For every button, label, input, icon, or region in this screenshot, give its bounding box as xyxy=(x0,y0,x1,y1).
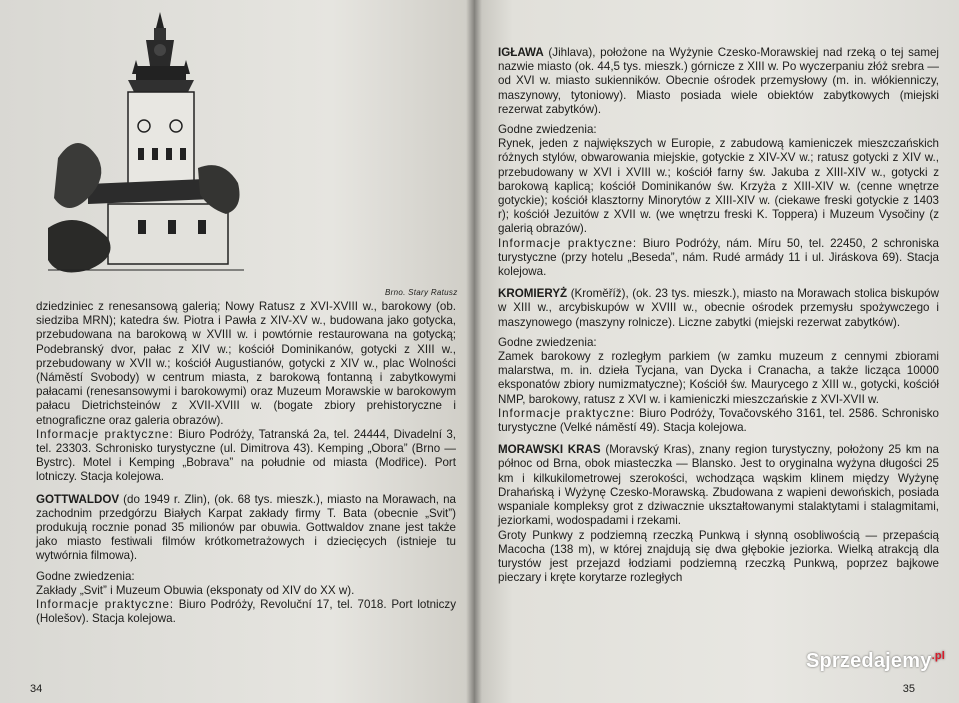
kromeriz-info-label: Informacje praktyczne: xyxy=(498,406,636,420)
gottwaldov-info-text: Biuro Podróży, Revoluční 17, tel. 7018. Port lotniczy (Holešov). Stacja kolejowa. xyxy=(36,598,456,626)
kromeriz-name: KROMIERYŻ xyxy=(498,287,568,301)
left-page-text xyxy=(36,300,456,626)
book-gutter-shadow xyxy=(466,0,482,703)
brno-info-label: Informacje praktyczne: xyxy=(36,427,174,441)
jihlava-sights: Rynek, jeden z największych w Europie, z zabudową kamieniczek mieszczańskich różnych stylów, obwarowania miejskie, gotyckie z XIV-XV w.; ratusz gotycki z XIV w., przebudowany w XVI i XVIII w.; kościół farny św. Jakuba z XIII-XIV w., gotycki z barokową kaplicą; kościół Dominikanów św. Krzyża z XIII-XIV w. (cenne wnętrze gotyckie); kościół klasztorny Minorytów z XIII-XIV w. (ciekawe freski gotyckie z 1403 r); kościół Jezuitów z XVII w. (we wnętrzu freski K. Toppera) i Muzeum Vysočiny (z galerią obrazów). xyxy=(498,137,939,236)
jihlava-text: (Jihlava), położone na Wyżynie Czesko-Morawskiej nad rzeką o tej samej nazwie miasto (ok. 44,5 tys. mieszk.) górnicze z XIII w. Po wyczerpaniu złóż srebra — od XVI w. miasto sukienników. Obecnie ośrodek przemysłowy (m. in. włókienniczy, maszynowy, tytoniowy). Miasto posiada wiele obiektów zabytkowych (miejski rezerwat zabytków). xyxy=(498,46,939,116)
kromeriz-sights: Zamek barokowy z rozległym parkiem (w zamku muzeum z cennymi zbiorami malarstwa, m. in. dzieła Tycjana, van Dycka i Cranacha, a także licząca 10000 eksponatów zbiory numizmatyczne); Kościół św. Maurycego z XIII w., gotycki, kościół NMP, barokowy, ratusz z XVI w. i kamieniczki mieszczańskie z XVI-XVII w. xyxy=(498,350,939,406)
brno-paragraph: dziedziniec z renesansową galerią; Nowy Ratusz z XVI-XVIII w., barokowy (ob. siedziba MRN); katedra św. Piotra i Pawła z XIV-XV w., budowana jako gotycka, przebudowana na barokową w XVIII w. i powtórnie restaurowana na gotycką; Podebranský dvor, pałac z XIV w.; kościół Dominikanów, gotycki z XIII w., przebudowany w XVII w.; kościół Augustianów, gotycki z XIV w., plac Wolności (Náměstí Svobody) w centrum miasta, z barokową fontanną i zabytkowymi pałacami (renesansowymi i barokowymi) oraz Muzeum Morawskie w barokowym pałacu Dietrichsteinów z XVII-XVIII w. (bogate zbiory prehistoryczne i etnograficzne oraz galeria obrazów). xyxy=(36,300,456,427)
gottwaldov-name: GOTTWALDOV xyxy=(36,492,120,506)
jihlava-paragraph xyxy=(498,46,939,117)
kromeriz-info-text: Biuro Podróży, Tovačovského 3161, tel. 2586. Schronisko turystyczne (Velké náměstí 49). Stacja kolejowa. xyxy=(498,406,940,435)
brno-info xyxy=(36,428,456,485)
brno-info-text: Biuro Podróży, Tatranská 2a, tel. 24444, Divadelní 3, tel. 23303. Schronisko turystyczne (ul. Dimitrova 43). Kemping „Obora” (Brno — Bystrc). Motel i Kemping „Bobrava” na południe od miasta (Modřice). Port lotniczy. Stacja kolejowa. xyxy=(36,427,456,484)
page-number-left: 34 xyxy=(30,683,43,695)
jihlava-heading: Godne zwiedzenia: xyxy=(498,123,597,137)
gottwaldov-sights: Zakłady „Svit” i Muzeum Obuwia (eksponaty od XIV do XX w). xyxy=(36,583,355,597)
right-page-text xyxy=(498,46,939,585)
gottwaldov-heading: Godne zwiedzenia: xyxy=(36,569,135,583)
left-page xyxy=(0,0,474,703)
kromeriz-paragraph xyxy=(498,287,939,330)
jihlava-name: IGŁAWA xyxy=(498,46,544,59)
watermark-text: Sprzedajemy xyxy=(805,650,932,672)
right-page xyxy=(474,0,959,703)
kromeriz-info xyxy=(498,407,939,435)
sprzedajemy-watermark xyxy=(806,650,945,673)
town-hall-illustration xyxy=(48,8,248,278)
kromeriz-heading: Godne zwiedzenia: xyxy=(498,335,597,349)
kromeriz-text: (Kroměříž), (ok. 23 tys. mieszk.), miasto na Morawach stolica biskupów w XIII w., arcybiskupów w XVIII w., obecnie ośrodek przemysłu spożywczego i maszynowego (maszyny rolnicze). Liczne zabytki (miejski rezerwat zabytków). xyxy=(498,287,939,329)
kras-paragraph-2: Groty Punkwy z podziemną rzeczką Punkwą i słynną osobliwością — przepaścią Macocha (138 m), w której znajdują się dwa głębokie jeziorka. Wielką atrakcją dla turystów jest przejazd łodziami podziemną rzeczką Punkwą, poprzez bajkowe pieczary i kręte korytarze rozległych xyxy=(498,528,939,585)
gottwaldov-info xyxy=(36,598,456,626)
kras-paragraph xyxy=(498,443,939,528)
gottwaldov-info-label: Informacje praktyczne: xyxy=(36,598,174,612)
jihlava-info-label: Informacje praktyczne: xyxy=(498,236,638,250)
watermark-suffix: .pl xyxy=(931,650,945,662)
page-number-right: 35 xyxy=(902,683,915,695)
illustration-caption: Brno. Stary Ratusz xyxy=(385,288,458,297)
kras-name: MORAWSKI KRAS xyxy=(498,443,601,457)
jihlava-info-text: Biuro Podróży, nám. Míru 50, tel. 22450, 2 schroniska turystyczne (przy hotelu „Beseda”, nám. Rudé armády 11 i ul. Jiráskova 69). Stacja kolejowa. xyxy=(498,236,939,279)
gottwaldov-text: (do 1949 r. Zlin), (ok. 68 tys. mieszk.), miasto na Morawach, na zachodnim przedgórzu Białych Karpat zakłady firmy T. Bata (obecnie „Svit”) produkują rocznie ponad 35 milionów par obuwia. Gottwaldov znane jest także jako miasto festiwali filmów krótkometrażowych i dziecięcych (istnieje tu wytwórnia filmowa). xyxy=(36,492,456,563)
jihlava-info xyxy=(498,237,939,280)
gottwaldov-paragraph xyxy=(36,493,456,564)
kras-text: (Moravský Kras), znany region turystyczny, położony 25 km na północ od Brna, obok miasteczka — Blansko. Jest to oryginalna wyżyna długości 25 km i kilkukilometrowej szerokości, wchodząca wąskim klinem między Wyżynę Drahańską i Wyżynę Czesko-Morawską. Zbudowana z wapieni dewońskich, posiada wspaniale kompleksy grot z dziwacznie ukształtowanymi stalaktytami i stalagmitami, jeziorkami, wodospadami i rzekami. xyxy=(498,443,939,528)
